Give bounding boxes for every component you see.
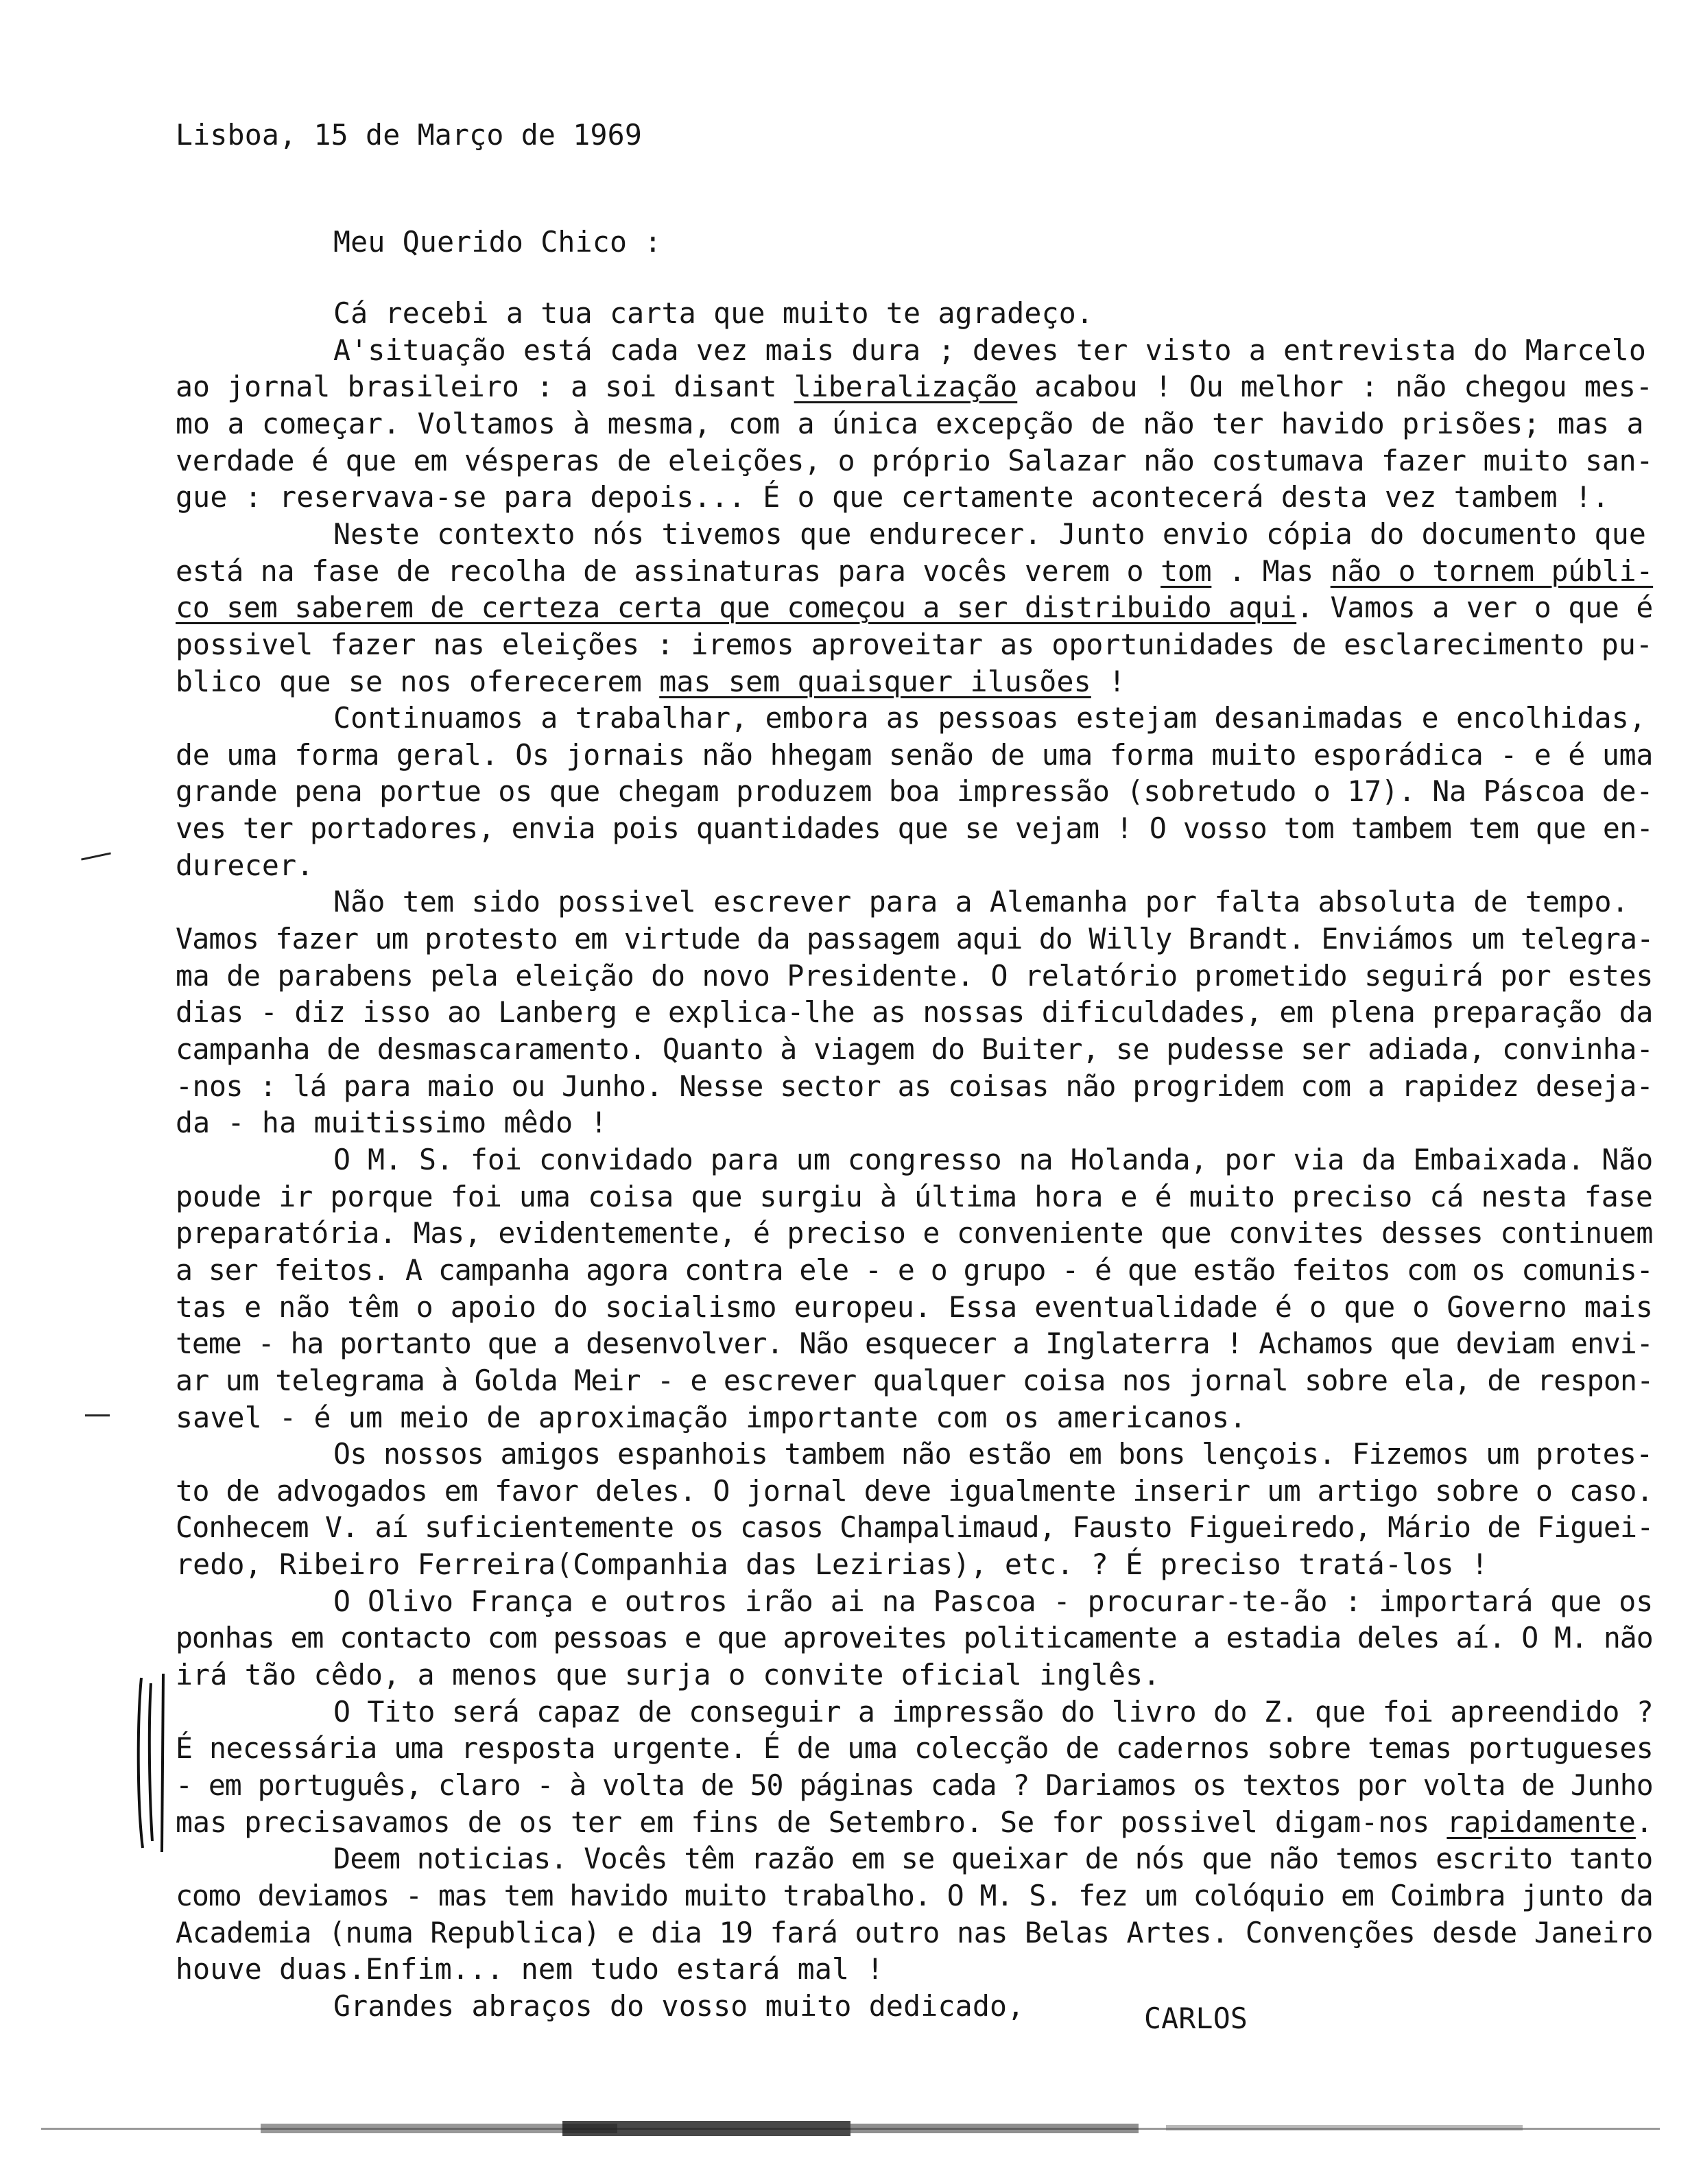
body-line: O Olivo França e outros irão ai na Pascoa - procurar-te-ão : importará que os [333,1584,1654,1618]
body-line: Vamos fazer um protesto em virtude da passagem aqui do Willy Brandt. Enviámos um telegra- [176,922,1654,956]
body-line: blico que se nos oferecerem mas sem quaisquer ilusões ! [176,665,1126,698]
body-line: ves ter portadores, envia pois quantidades que se vejam ! O vosso tom tambem tem que en- [176,811,1654,845]
body-line: Deem noticias. Vocês têm razão em se queixar de nós que não temos escrito tanto [333,1842,1653,1875]
body-line: ponhas em contacto com pessoas e que aproveites politicamente a estadia deles aí. O M. não [176,1621,1653,1654]
underlined-phrase: liberalização [794,370,1018,403]
body-line: Conhecem V. aí suficientemente os casos Champalimaud, Fausto Figueiredo, Mário de Figuei- [176,1510,1654,1544]
salutation: Meu Querido Chico : [333,225,662,259]
place-date: Lisboa, 15 de Março de 1969 [176,118,642,152]
body-line: como deviamos - mas tem havido muito trabalho. O M. S. fez um colóquio em Coimbra junto da [176,1879,1653,1912]
body-line: savel - é um meio de aproximação importante com os americanos. [176,1401,1247,1434]
body-line: dias - diz isso ao Lanberg e explica-lhe as nossas dificuldades, em plena preparação da [176,995,1654,1029]
body-line: gue : reservava-se para depois... É o que certamente acontecerá desta vez tambem !. [176,480,1610,514]
underlined-phrase: mas sem quaisquer ilusões [659,665,1091,698]
body-line: co sem saberem de certeza certa que começou a ser distribuido aqui. Vamos a ver o que é [176,591,1654,624]
body-line: redo, Ribeiro Ferreira(Companhia das Lezirias), etc. ? É preciso tratá-los ! [176,1547,1489,1581]
body-line: poude ir porque foi uma coisa que surgiu à última hora e é muito preciso cá nesta fase [176,1180,1653,1213]
body-line: ar um telegrama à Golda Meir - e escrever qualquer coisa nos jornal sobre ela, de respon- [176,1364,1654,1397]
margin-tick-mark [85,1414,110,1416]
body-line: Cá recebi a tua carta que muito te agradeço. [333,296,1094,330]
body-line: Os nossos amigos espanhois tambem não estão em bons lençois. Fizemos um protes- [333,1437,1653,1471]
body-line: tas e não têm o apoio do socialismo europeu. Essa eventualidade é o que o Governo mais [176,1290,1653,1324]
body-line: grande pena portue os que chegam produzem boa impressão (sobretudo o 17). Na Páscoa de- [176,774,1654,808]
underlined-phrase: não o tornem públi- [1330,554,1654,588]
body-line: possivel fazer nas eleições : iremos aproveitar as oportunidades de esclarecimento pu- [176,628,1653,661]
body-line: mo a começar. Voltamos à mesma, com a única excepção de não ter havido prisões; mas a [176,407,1644,440]
body-line: ao jornal brasileiro : a soi disant liberalização acabou ! Ou melhor : não chegou mes- [176,370,1653,403]
margin-bracket-marks [134,1674,169,1852]
body-line: a ser feitos. A campanha agora contra ele - e o grupo - é que estão feitos com os comunis- [176,1253,1653,1287]
body-line: A'situação está cada vez mais dura ; deves ter visto a entrevista do Marcelo [333,333,1647,367]
margin-tick-mark [81,852,111,860]
body-line: teme - ha portanto que a desenvolver. Não esquecer a Inglaterra ! Achamos que deviam envi- [176,1327,1653,1360]
body-line: irá tão cêdo, a menos que surja o convite oficial inglês. [176,1658,1161,1692]
scan-noise-strip [41,2115,1660,2143]
body-line: Grandes abraços do vosso muito dedicado, [333,1989,1025,2023]
body-line: mas precisavamos de os ter em fins de Setembro. Se for possivel digam-nos rapidamente. [176,1805,1653,1839]
body-line: de uma forma geral. Os jornais não hhegam senão de uma forma muito esporádica - e é uma [176,738,1654,772]
body-line: houve duas.Enfim... nem tudo estará mal ! [176,1952,884,1986]
body-line: to de advogados em favor deles. O jornal deve igualmente inserir um artigo sobre o caso. [176,1474,1654,1508]
body-line: Neste contexto nós tivemos que endurecer. Junto envio cópia do documento que [333,517,1647,551]
body-line: Academia (numa Republica) e dia 19 fará outro nas Belas Artes. Convenções desde Janeiro [176,1916,1654,1949]
body-line: Continuamos a trabalhar, embora as pessoas estejam desanimadas e encolhidas, [333,701,1647,735]
body-line: O Tito será capaz de conseguir a impressão do livro do Z. que foi apreendido ? [333,1695,1654,1729]
body-line: está na fase de recolha de assinaturas para vocês verem o tom . Mas não o tornem públi- [176,554,1654,588]
body-line: ma de parabens pela eleição do novo Presidente. O relatório prometido seguirá por estes [176,959,1654,993]
body-line: durecer. [176,848,314,882]
underlined-phrase: co sem saberem de certeza certa que começou a ser distribuido aqui [176,591,1297,624]
body-line: preparatória. Mas, evidentemente, é preciso e conveniente que convites desses continuem [176,1216,1654,1250]
underlined-phrase: tom [1161,554,1212,588]
body-line: da - ha muitissimo mêdo ! [176,1106,608,1139]
body-line: Não tem sido possivel escrever para a Alemanha por falta absoluta de tempo. [333,885,1629,918]
body-line: verdade é que em vésperas de eleições, o próprio Salazar não costumava fazer muito san- [176,444,1654,477]
body-line: campanha de desmascaramento. Quanto à viagem do Buiter, se pudesse ser adiada, convinha- [176,1032,1654,1066]
body-line: O M. S. foi convidado para um congresso na Holanda, por via da Embaixada. Não [333,1143,1654,1176]
underlined-phrase: rapidamente [1447,1805,1636,1839]
body-line: - em português, claro - à volta de 50 páginas cada ? Dariamos os textos por volta de Junho [176,1768,1653,1802]
body-line: É necessária uma resposta urgente. É de uma colecção de cadernos sobre temas portugueses [176,1731,1654,1765]
signature: CARLOS [1144,2002,1248,2035]
body-line: -nos : lá para maio ou Junho. Nesse sector as coisas não progridem com a rapidez deseja- [176,1069,1654,1103]
